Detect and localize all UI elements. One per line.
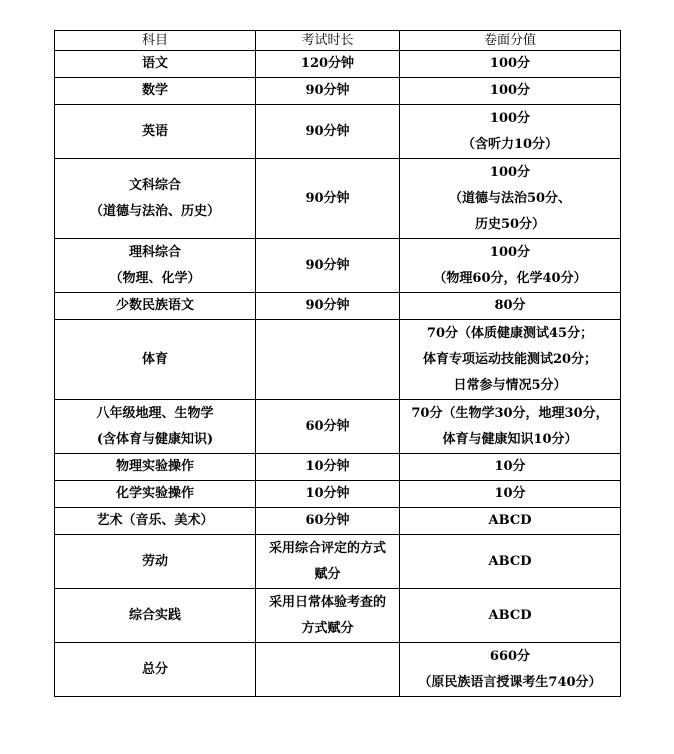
cell-score bbox=[400, 78, 621, 105]
cell-duration bbox=[256, 51, 400, 78]
table-row bbox=[55, 105, 621, 159]
table-row bbox=[55, 320, 621, 400]
cell-line: 90分钟 bbox=[305, 123, 350, 139]
cell-line: 赋分 bbox=[314, 566, 341, 582]
cell-line: 数学 bbox=[141, 83, 168, 98]
cell-line: 60分钟 bbox=[305, 418, 350, 434]
cell-line: 90分钟 bbox=[305, 298, 350, 313]
table-row bbox=[55, 481, 621, 508]
cell-line: （道德与法治50分、 bbox=[448, 190, 572, 206]
cell-line: （物理、化学） bbox=[109, 270, 201, 286]
cell-subject bbox=[55, 481, 256, 508]
cell-duration bbox=[256, 643, 400, 697]
cell-line: 10分 bbox=[494, 459, 526, 474]
cell-score bbox=[400, 589, 621, 643]
table-row bbox=[55, 293, 621, 320]
cell-subject bbox=[55, 293, 256, 320]
cell-line: 综合实践 bbox=[128, 607, 181, 623]
table-row bbox=[55, 508, 621, 535]
cell-line: 100分 bbox=[489, 164, 531, 180]
cell-score bbox=[400, 481, 621, 508]
table-row bbox=[55, 454, 621, 481]
cell-line: （原民族语言授课考生740分） bbox=[418, 674, 602, 690]
cell-score bbox=[400, 293, 621, 320]
cell-line: 80分 bbox=[494, 298, 526, 313]
cell-subject bbox=[55, 400, 256, 454]
cell-line: 70分（生物学30分，地理30分， bbox=[411, 405, 609, 421]
cell-duration bbox=[256, 508, 400, 535]
cell-line: 日常参与情况5分） bbox=[453, 377, 567, 393]
cell-duration bbox=[256, 400, 400, 454]
table-row bbox=[55, 589, 621, 643]
table-row bbox=[55, 239, 621, 293]
cell-subject bbox=[55, 78, 256, 105]
cell-line: （道德与法治、历史） bbox=[89, 203, 220, 219]
cell-line: 660分 bbox=[489, 648, 531, 664]
cell-score bbox=[400, 508, 621, 535]
table-row bbox=[55, 643, 621, 697]
cell-line: （含听力10分） bbox=[461, 136, 559, 152]
cell-line: 120分钟 bbox=[300, 56, 355, 71]
cell-line: 总分 bbox=[141, 661, 168, 677]
cell-line: 理科综合 bbox=[128, 244, 181, 260]
cell-duration bbox=[256, 239, 400, 293]
cell-duration bbox=[256, 535, 400, 589]
cell-subject bbox=[55, 535, 256, 589]
cell-score bbox=[400, 454, 621, 481]
cell-score bbox=[400, 239, 621, 293]
cell-line: 10分 bbox=[494, 486, 526, 501]
cell-duration bbox=[256, 320, 400, 400]
cell-subject bbox=[55, 239, 256, 293]
cell-duration bbox=[256, 481, 400, 508]
cell-line: 10分钟 bbox=[305, 486, 350, 501]
cell-score bbox=[400, 643, 621, 697]
cell-score bbox=[400, 535, 621, 589]
cell-line: 少数民族语文 bbox=[115, 298, 194, 313]
cell-duration bbox=[256, 589, 400, 643]
cell-subject bbox=[55, 320, 256, 400]
cell-line: 体育专项运动技能测试20分； bbox=[422, 351, 598, 367]
cell-line: 100分 bbox=[489, 110, 531, 126]
header-score: 卷面分值 bbox=[400, 31, 621, 51]
cell-line: 劳动 bbox=[141, 553, 168, 569]
cell-line: 方式赋分 bbox=[301, 620, 354, 636]
cell-line: 艺术（音乐、美术） bbox=[96, 513, 214, 528]
cell-line: 英语 bbox=[141, 123, 168, 139]
cell-line: ABCD bbox=[488, 553, 532, 569]
cell-line: 采用综合评定的方式 bbox=[268, 540, 386, 556]
cell-line: (含体育与健康知识) bbox=[96, 431, 214, 447]
header-subject: 科目 bbox=[55, 31, 256, 51]
table-row bbox=[55, 51, 621, 78]
cell-score bbox=[400, 159, 621, 239]
table-body bbox=[55, 51, 621, 697]
cell-subject bbox=[55, 51, 256, 78]
cell-line: 文科综合 bbox=[128, 177, 181, 193]
cell-line: 10分钟 bbox=[305, 459, 350, 474]
cell-duration bbox=[256, 105, 400, 159]
cell-line: 70分（体质健康测试45分； bbox=[426, 325, 594, 341]
cell-line: 历史50分） bbox=[474, 216, 546, 232]
cell-subject bbox=[55, 508, 256, 535]
cell-subject bbox=[55, 159, 256, 239]
cell-line: 100分 bbox=[489, 244, 531, 260]
cell-subject bbox=[55, 454, 256, 481]
table-row bbox=[55, 400, 621, 454]
cell-line: 体育与健康知识10分） bbox=[442, 431, 578, 447]
cell-duration bbox=[256, 293, 400, 320]
cell-line: 语文 bbox=[141, 56, 168, 71]
cell-score bbox=[400, 400, 621, 454]
cell-subject bbox=[55, 643, 256, 697]
cell-line: 采用日常体验考查的 bbox=[268, 594, 386, 610]
cell-duration bbox=[256, 78, 400, 105]
cell-score bbox=[400, 105, 621, 159]
cell-duration bbox=[256, 454, 400, 481]
cell-line: 化学实验操作 bbox=[115, 486, 194, 501]
cell-score bbox=[400, 320, 621, 400]
cell-line: 90分钟 bbox=[305, 190, 350, 206]
table-row bbox=[55, 78, 621, 105]
header-duration: 考试时长 bbox=[256, 31, 400, 51]
cell-subject bbox=[55, 589, 256, 643]
cell-line: 90分钟 bbox=[305, 257, 350, 273]
header-row bbox=[55, 31, 621, 51]
table-row bbox=[55, 535, 621, 589]
table-row bbox=[55, 159, 621, 239]
cell-line: 90分钟 bbox=[305, 83, 350, 98]
cell-line: （物理60分，化学40分） bbox=[433, 270, 587, 286]
cell-line: 100分 bbox=[489, 83, 531, 98]
cell-line: ABCD bbox=[488, 513, 532, 528]
cell-score bbox=[400, 51, 621, 78]
cell-subject bbox=[55, 105, 256, 159]
cell-line: 物理实验操作 bbox=[115, 459, 194, 474]
cell-line: 100分 bbox=[489, 56, 531, 71]
cell-duration bbox=[256, 159, 400, 239]
score-table bbox=[54, 30, 621, 697]
cell-line: 体育 bbox=[141, 351, 168, 367]
cell-line: 60分钟 bbox=[305, 513, 350, 528]
cell-line: 八年级地理、生物学 bbox=[96, 405, 214, 421]
cell-line: ABCD bbox=[488, 607, 532, 623]
